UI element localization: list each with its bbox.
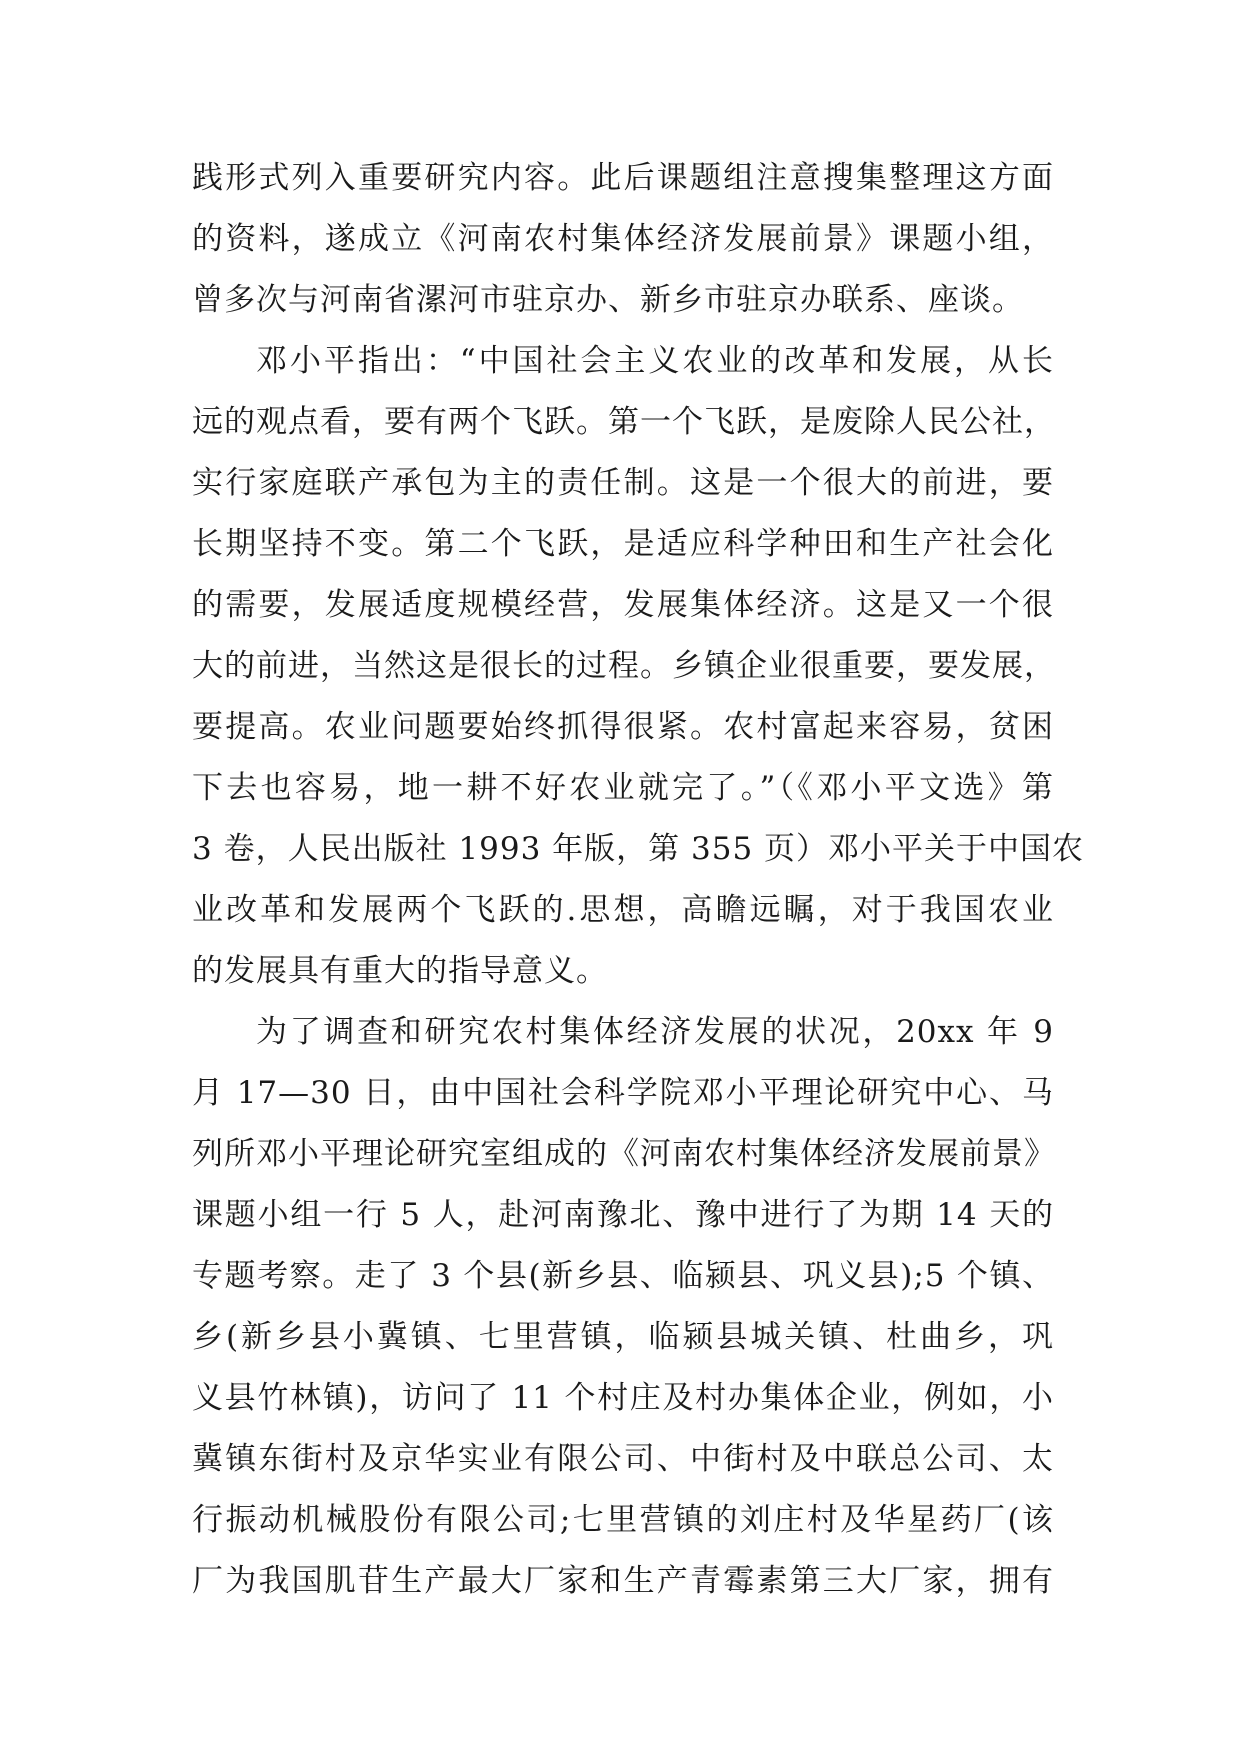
text-line: 课题小组一行 5 人，赴河南豫北、豫中进行了为期 14 天的 — [192, 1197, 1054, 1233]
text-line: 长期坚持不变。第二个飞跃，是适应科学种田和生产社会化 — [192, 526, 1054, 562]
text-line: 义县竹林镇)，访问了 11 个村庄及村办集体企业，例如，小 — [192, 1380, 1054, 1416]
text-line: 实行家庭联产承包为主的责任制。这是一个很大的前进，要 — [192, 465, 1054, 501]
document-body — [192, 148, 1085, 1612]
text-line: 乡(新乡县小冀镇、七里营镇，临颍县城关镇、杜曲乡，巩 — [192, 1319, 1054, 1355]
paragraph-first-line: 为了调查和研究农村集体经济发展的状况，20xx 年 9 — [256, 1014, 1054, 1050]
text-line: 3 卷，人民出版社 1993 年版，第 355 页）邓小平关于中国农 — [192, 831, 1085, 867]
text-line: 远的观点看，要有两个飞跃。第一个飞跃，是废除人民公社， — [192, 404, 1056, 440]
text-line: 要提高。农业问题要始终抓得很紧。农村富起来容易，贫困 — [192, 709, 1054, 745]
text-line: 下去也容易，地一耕不好农业就完了。”（《邓小平文选》第 — [192, 770, 1054, 806]
text-line: 的资料，遂成立《河南农村集体经济发展前景》课题小组， — [192, 221, 1054, 257]
text-line: 践形式列入重要研究内容。此后课题组注意搜集整理这方面 — [192, 160, 1054, 196]
text-line: 的需要，发展适度规模经营，发展集体经济。这是又一个很 — [192, 587, 1054, 623]
text-line: 行振动机械股份有限公司;七里营镇的刘庄村及华星药厂(该 — [192, 1502, 1054, 1538]
text-line: 专题考察。走了 3 个县(新乡县、临颍县、巩义县);5 个镇、 — [192, 1258, 1054, 1294]
text-line: 厂为我国肌苷生产最大厂家和生产青霉素第三大厂家，拥有 — [192, 1563, 1054, 1599]
text-line: 曾多次与河南省漯河市驻京办、新乡市驻京办联系、座谈。 — [192, 282, 1024, 318]
text-line: 的发展具有重大的指导意义。 — [192, 953, 608, 989]
text-line: 业改革和发展两个飞跃的.思想，高瞻远瞩，对于我国农业 — [192, 892, 1054, 928]
text-line: 列所邓小平理论研究室组成的《河南农村集体经济发展前景》 — [192, 1136, 1056, 1172]
text-line: 月 17—30 日，由中国社会科学院邓小平理论研究中心、马 — [192, 1075, 1054, 1111]
text-line: 冀镇东街村及京华实业有限公司、中街村及中联总公司、太 — [192, 1441, 1054, 1477]
paragraph-first-line: 邓小平指出：“中国社会主义农业的改革和发展，从长 — [256, 343, 1054, 379]
text-line: 大的前进，当然这是很长的过程。乡镇企业很重要，要发展， — [192, 648, 1056, 684]
